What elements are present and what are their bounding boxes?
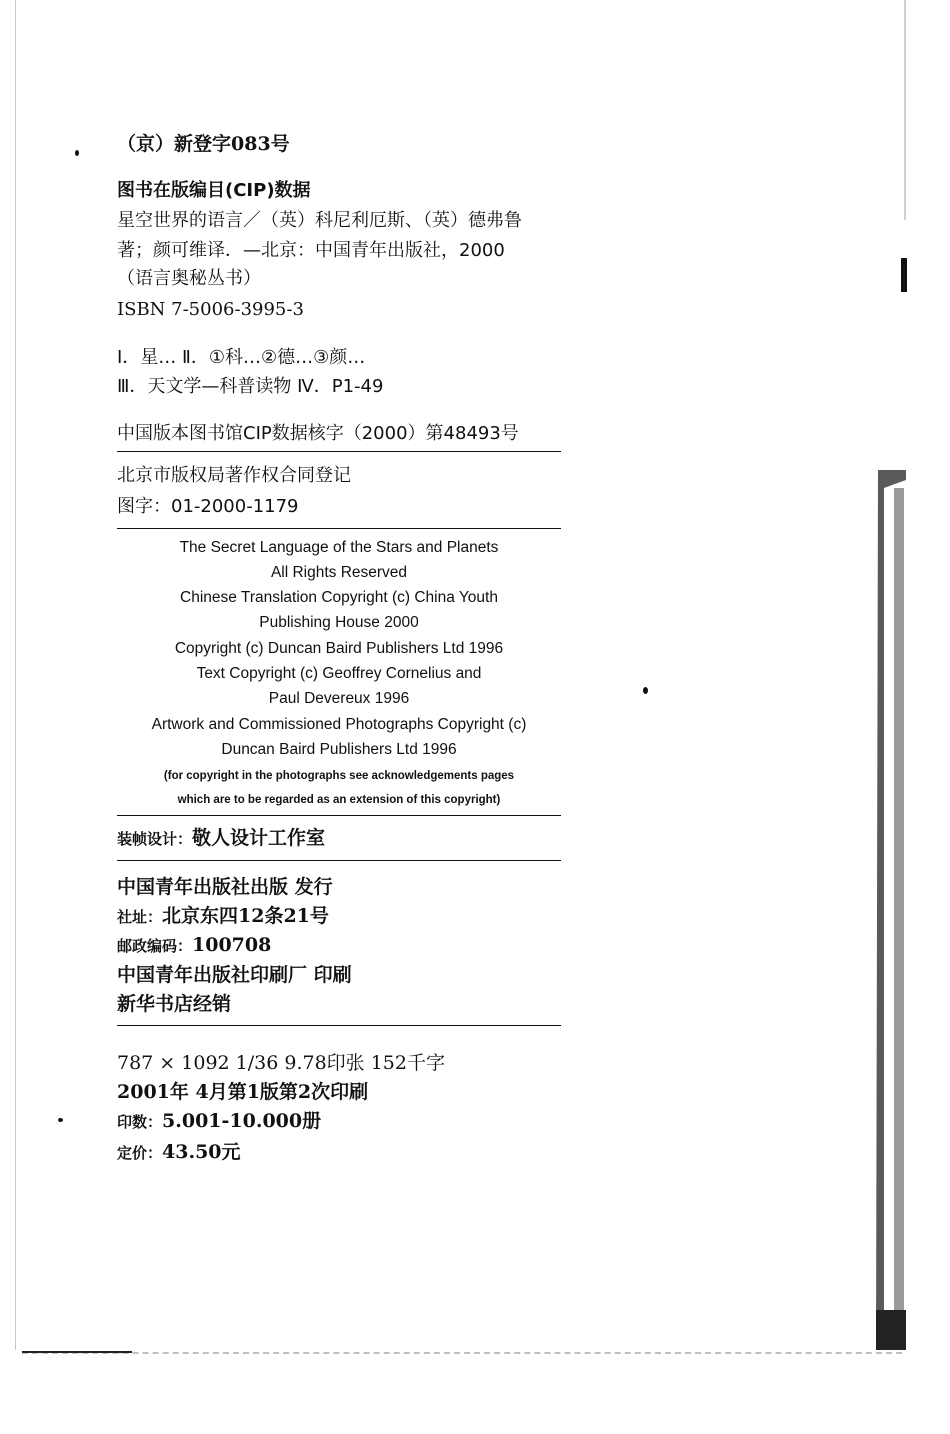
printer-line: 中国青年出版社印刷厂 印刷 [117,964,352,986]
cip-line: 星空世界的语言／（英）科尼利厄斯、（英）德弗鲁 [117,210,522,231]
classification-line: Ⅲ．天文学—科普读物 Ⅳ．P1-49 [117,376,384,397]
scan-edge-line [15,0,16,1350]
price [117,1141,241,1164]
credit-line: Paul Devereux 1996 [268,690,410,707]
print-run [117,1110,321,1133]
format-specs: 787 × 1092 1/36 9.78印张 152千字 [117,1052,445,1074]
credit-note: (for copyright in the photographs see acknowledgements pages [163,770,515,782]
classification-line: Ⅰ．星… Ⅱ．①科…②德…③颜… [117,347,366,368]
divider [117,1025,561,1026]
scan-bottom-line [22,1352,902,1354]
binding-shadow-top [897,0,917,300]
copyright-registration-title: 北京市版权局著作权合同登记 [117,465,351,486]
cip-line: 著；颜可维译．—北京：中国青年出版社，2000 [117,240,505,261]
print-run-label: 印数： [117,1113,163,1131]
price-value: 43.50元 [162,1141,241,1163]
cip-line: （语言奥秘丛书） [117,268,261,289]
divider [117,860,561,861]
design-label: 装帧设计： [117,830,193,848]
credit-line: Duncan Baird Publishers Ltd 1996 [221,741,457,758]
credit-line: The Secret Language of the Stars and Planets [179,539,499,556]
cip-verification: 中国版本图书馆CIP数据核字（2000）第48493号 [117,423,519,444]
edition-info: 2001年 4月第1版第2次印刷 [117,1081,369,1103]
print-run-value: 5.001-10.000册 [162,1110,322,1132]
scan-dot [643,687,648,694]
scan-bottom-mark [22,1351,132,1353]
registration-number: （京）新登字083号 [117,133,290,155]
postcode-label: 邮政编码： [117,937,193,955]
credit-line: Text Copyright (c) Geoffrey Cornelius and [196,665,482,682]
credit-line: Copyright (c) Duncan Baird Publishers Ltd 1996 [174,640,504,657]
scan-dot [58,1118,63,1122]
divider [117,815,561,816]
design-credit [117,827,325,850]
publisher-line: 中国青年出版社出版 发行 [117,876,333,898]
isbn: ISBN 7-5006-3995-3 [117,299,304,320]
postcode-value: 100708 [192,934,272,956]
credit-line: All Rights Reserved [270,564,408,581]
distributor-line: 新华书店经销 [117,993,232,1015]
address-label: 社址： [117,908,163,926]
price-label: 定价： [117,1144,163,1162]
scan-dot [75,150,79,156]
divider [117,451,561,452]
postcode [117,934,271,957]
credit-line: Artwork and Commissioned Photographs Copyright (c) [151,716,527,733]
address-value: 北京东四12条21号 [162,905,329,927]
binding-shadow [872,470,910,1350]
cip-heading: 图书在版编目(CIP)数据 [117,180,311,201]
credit-line: Publishing House 2000 [259,614,419,631]
divider [117,528,561,529]
copyright-registration-number: 图字：01-2000-1179 [117,496,299,517]
credit-note: which are to be regarded as an extension of this copyright) [177,794,501,806]
credit-line: Chinese Translation Copyright (c) China Youth [180,589,498,606]
publisher-address [117,905,329,928]
design-studio: 敬人设计工作室 [192,827,326,849]
